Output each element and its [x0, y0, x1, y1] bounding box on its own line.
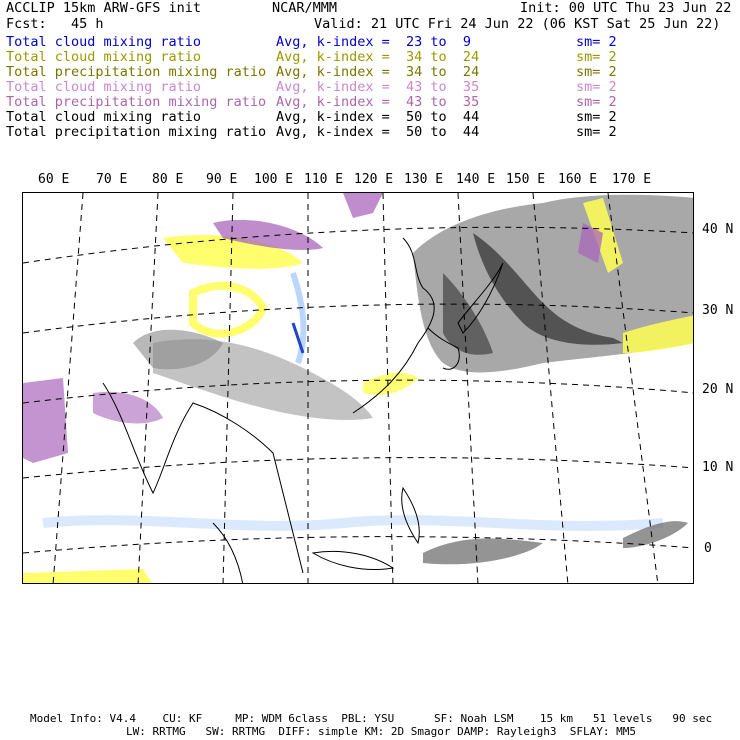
- longitude-label: 130 E: [404, 172, 444, 187]
- legend-row: [6, 94, 736, 109]
- cloud-yellow-ring: [193, 286, 263, 334]
- legend-field-label: Total cloud mixing ratio: [6, 49, 202, 65]
- longitude-label: 140 E: [456, 172, 496, 187]
- model-title: ACCLIP 15km ARW-GFS init: [6, 0, 202, 16]
- map-panel: [22, 192, 694, 584]
- longitude-label: 120 E: [354, 172, 394, 187]
- legend-field-label: Total precipitation mixing ratio: [6, 124, 267, 140]
- longitude-label: 80 E: [152, 172, 184, 187]
- init-time: Init: 00 UTC Thu 23 Jun 22: [520, 0, 732, 16]
- cloud-yellow-south: [23, 569, 153, 584]
- legend-field-label: Total precipitation mixing ratio: [6, 94, 267, 110]
- cloud-purple-ne: [343, 193, 383, 218]
- legend-smoothing: sm= 2: [576, 34, 617, 50]
- cloud-fields: [23, 193, 694, 584]
- longitude-label: 100 E: [254, 172, 294, 187]
- legend-avg-range: Avg, k-index = 43 to 35: [276, 79, 480, 95]
- legend-avg-range: Avg, k-index = 43 to 35: [276, 94, 480, 110]
- legend-smoothing: sm= 2: [576, 124, 617, 140]
- cloud-dark-south: [423, 539, 543, 565]
- org-label: NCAR/MMM: [272, 0, 338, 16]
- legend-smoothing: sm= 2: [576, 109, 617, 125]
- longitude-label: 150 E: [506, 172, 546, 187]
- legend-field-label: Total precipitation mixing ratio: [6, 64, 267, 80]
- legend-row: [6, 49, 736, 64]
- legend-smoothing: sm= 2: [576, 49, 617, 65]
- legend-row: [6, 109, 736, 124]
- latitude-label: 0: [704, 541, 712, 556]
- latitude-label: 20 N: [702, 382, 734, 397]
- legend-field-label: Total cloud mixing ratio: [6, 34, 202, 50]
- legend-smoothing: sm= 2: [576, 64, 617, 80]
- cloud-purple-west: [23, 378, 68, 463]
- longitude-label: 110 E: [304, 172, 344, 187]
- legend-avg-range: Avg, k-index = 50 to 44: [276, 109, 480, 125]
- legend-avg-range: Avg, k-index = 34 to 24: [276, 64, 480, 80]
- footer-model-info: Model Info: V4.4 CU: KF MP: WDM 6class PBL: YSU SF: Noah LSM 15 km 51 levels 90 sec: [30, 712, 713, 725]
- legend-avg-range: Avg, k-index = 34 to 24: [276, 49, 480, 65]
- legend-row: [6, 124, 736, 139]
- longitude-label: 160 E: [558, 172, 598, 187]
- legend-avg-range: Avg, k-index = 50 to 44: [276, 124, 480, 140]
- longitude-label: 170 E: [612, 172, 652, 187]
- longitude-label: 90 E: [206, 172, 238, 187]
- cloud-yellow-coast: [363, 373, 418, 395]
- longitude-label: 60 E: [38, 172, 70, 187]
- latitude-label: 40 N: [702, 222, 734, 237]
- valid-time: Valid: 21 UTC Fri 24 Jun 22 (06 KST Sat 25 Jun 22): [314, 16, 721, 32]
- forecast-hour: Fcst: 45 h: [6, 16, 104, 32]
- footer-physics-info: LW: RRTMG SW: RRTMG DIFF: simple KM: 2D Smagor DAMP: Rayleigh3 SFLAY: MM5: [126, 725, 636, 738]
- legend-row: [6, 34, 736, 49]
- legend-row: [6, 64, 736, 79]
- legend-avg-range: Avg, k-index = 23 to 9: [276, 34, 472, 50]
- cloud-lightblue-south: [43, 520, 663, 526]
- legend-field-label: Total cloud mixing ratio: [6, 109, 202, 125]
- legend-smoothing: sm= 2: [576, 94, 617, 110]
- latitude-label: 30 N: [702, 303, 734, 318]
- latitude-label: 10 N: [702, 460, 734, 475]
- cloud-purple-india: [93, 392, 163, 424]
- legend-field-label: Total cloud mixing ratio: [6, 79, 202, 95]
- legend-row: [6, 79, 736, 94]
- longitude-label: 70 E: [96, 172, 128, 187]
- legend-smoothing: sm= 2: [576, 79, 617, 95]
- map-svg: [23, 193, 694, 584]
